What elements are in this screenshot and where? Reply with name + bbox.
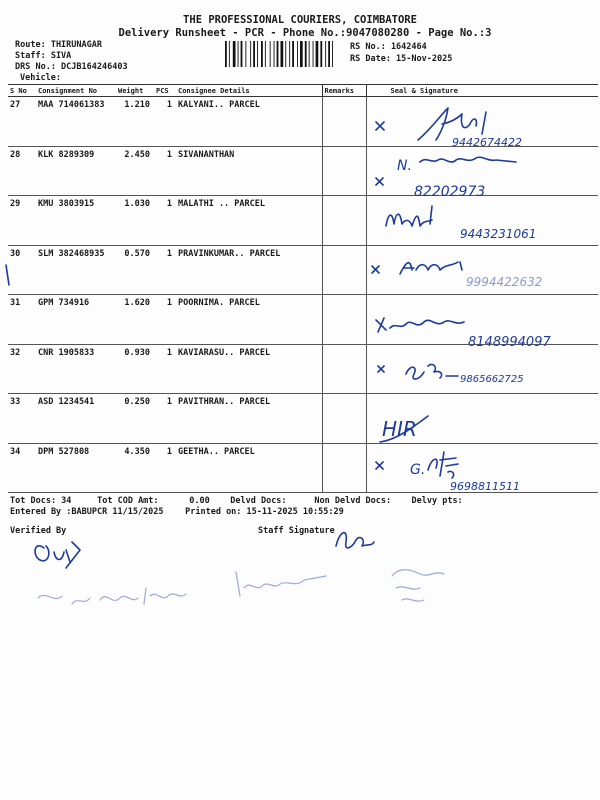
signature-phone-27: 9442674422 bbox=[452, 136, 522, 149]
row-pcs: 1 bbox=[154, 295, 176, 345]
row-consignee: GEETHA.. PARCEL bbox=[176, 443, 322, 493]
table-row bbox=[8, 146, 598, 196]
signature-phone-28: 82202973 bbox=[414, 184, 486, 200]
row-consignee: KAVIARASU.. PARCEL bbox=[176, 344, 322, 394]
row-seal-signature bbox=[366, 344, 598, 394]
svg-text:N.: N. bbox=[397, 158, 412, 174]
table-row bbox=[8, 245, 598, 295]
row-consignment-no: CNR 1905833 bbox=[36, 344, 116, 394]
drs-number: DRS No.: DCJB164246403 bbox=[15, 62, 128, 72]
totals-line bbox=[10, 496, 463, 506]
row-weight: 1.210 bbox=[116, 97, 154, 147]
signature-phone-32: 9865662725 bbox=[460, 374, 524, 385]
signature-phone-30: 9994422632 bbox=[466, 275, 543, 289]
row-consignment-no: GPM 734916 bbox=[36, 295, 116, 345]
header-consignee: Consignee Details bbox=[176, 85, 322, 97]
row-pcs: 1 bbox=[154, 344, 176, 394]
row-weight: 1.620 bbox=[116, 295, 154, 345]
row-remarks bbox=[322, 97, 366, 147]
row-seal-signature bbox=[366, 394, 598, 444]
row-consignee: PRAVINKUMAR.. PARCEL bbox=[176, 245, 322, 295]
table-row bbox=[8, 97, 598, 147]
row-consignment-no: KLK 8289309 bbox=[36, 146, 116, 196]
row-consignee: KALYANI.. PARCEL bbox=[176, 97, 322, 147]
staff-signature-label: Staff Signature bbox=[258, 526, 335, 536]
signature-phone-34: 9698811511 bbox=[450, 480, 520, 493]
row-weight: 1.030 bbox=[116, 196, 154, 246]
staff-signature-scribble bbox=[336, 533, 374, 548]
verified-signature-scribble bbox=[35, 542, 80, 568]
row-sno: 32 bbox=[8, 344, 36, 394]
row-sno: 28 bbox=[8, 146, 36, 196]
row-weight: 0.250 bbox=[116, 394, 154, 444]
table-row bbox=[8, 443, 598, 493]
bleed-through-marks bbox=[38, 570, 444, 604]
table-row bbox=[8, 295, 598, 345]
document-subtitle: Delivery Runsheet - PCR - Phone No.:9047080280 - Page No.:3 bbox=[118, 27, 492, 39]
route-label: Route: THIRUNAGAR bbox=[15, 40, 102, 50]
row-remarks bbox=[322, 295, 366, 345]
row-pcs: 1 bbox=[154, 146, 176, 196]
signature-phone-29: 9443231061 bbox=[460, 227, 537, 241]
row-seal-signature bbox=[366, 295, 598, 345]
row-remarks bbox=[322, 245, 366, 295]
staff-label: Staff: SIVA bbox=[15, 51, 72, 61]
row-pcs: 1 bbox=[154, 245, 176, 295]
row-seal-signature bbox=[366, 97, 598, 147]
entered-by: Entered By :BABUPCR 11/15/2025 bbox=[10, 507, 164, 517]
printed-on: Printed on: 15-11-2025 10:55:29 bbox=[185, 507, 344, 517]
delivery-points: Delvy pts: bbox=[411, 496, 463, 506]
barcode-image bbox=[225, 41, 347, 67]
header-weight: Weight bbox=[116, 85, 154, 97]
table-row bbox=[8, 394, 598, 444]
table-row bbox=[8, 344, 598, 394]
row-weight: 2.450 bbox=[116, 146, 154, 196]
vehicle-label: Vehicle: bbox=[20, 73, 61, 83]
row-consignee: MALATHI .. PARCEL bbox=[176, 196, 322, 246]
row-pcs: 1 bbox=[154, 443, 176, 493]
row-consignee: POORNIMA. PARCEL bbox=[176, 295, 322, 345]
svg-text:G.: G. bbox=[410, 462, 426, 478]
non-delivered-docs: Non Delvd Docs: bbox=[314, 496, 392, 506]
row-sno: 30 bbox=[8, 245, 36, 295]
row-consignment-no: KMU 3803915 bbox=[36, 196, 116, 246]
total-cod: Tot COD Amt: 0.00 bbox=[97, 496, 210, 506]
row-remarks bbox=[322, 394, 366, 444]
header-seal: Seal & Signature bbox=[366, 85, 598, 97]
row-seal-signature bbox=[366, 146, 598, 196]
delivered-docs: Delvd Docs: bbox=[230, 496, 287, 506]
verified-by-label: Verified By bbox=[10, 526, 67, 536]
row-weight: 4.350 bbox=[116, 443, 154, 493]
row-consignee: PAVITHRAN.. PARCEL bbox=[176, 394, 322, 444]
table-header-row bbox=[8, 85, 598, 97]
document-title: THE PROFESSIONAL COURIERS, COIMBATORE bbox=[183, 14, 417, 26]
header-consignment: Consignment No bbox=[36, 85, 116, 97]
header-pcs: PCS bbox=[154, 85, 176, 97]
row-sno: 33 bbox=[8, 394, 36, 444]
row-remarks bbox=[322, 344, 366, 394]
row-consignment-no: DPM 527808 bbox=[36, 443, 116, 493]
row-weight: 0.930 bbox=[116, 344, 154, 394]
delivery-table bbox=[8, 84, 598, 494]
row-consignment-no: MAA 714061383 bbox=[36, 97, 116, 147]
rs-date: RS Date: 15-Nov-2025 bbox=[350, 54, 453, 64]
row-seal-signature bbox=[366, 245, 598, 295]
rs-number: RS No.: 1642464 bbox=[350, 42, 427, 52]
header-sno: S No bbox=[8, 85, 36, 97]
row-seal-signature bbox=[366, 196, 598, 246]
row-pcs: 1 bbox=[154, 394, 176, 444]
table-row bbox=[8, 196, 598, 246]
row-consignee: SIVANANTHAN bbox=[176, 146, 322, 196]
row-sno: 27 bbox=[8, 97, 36, 147]
row-remarks bbox=[322, 443, 366, 493]
row-seal-signature bbox=[366, 443, 598, 493]
row-sno: 34 bbox=[8, 443, 36, 493]
signature-row-33-initials: HIR bbox=[382, 417, 417, 441]
row-sno: 31 bbox=[8, 295, 36, 345]
row-pcs: 1 bbox=[154, 196, 176, 246]
signature-phone-31: 8148994097 bbox=[468, 335, 551, 350]
row-sno: 29 bbox=[8, 196, 36, 246]
header-remarks: Remarks bbox=[322, 85, 366, 97]
total-docs: Tot Docs: 34 bbox=[10, 496, 72, 506]
row-remarks bbox=[322, 146, 366, 196]
row-consignment-no: ASD 1234541 bbox=[36, 394, 116, 444]
row-pcs: 1 bbox=[154, 97, 176, 147]
row-remarks bbox=[322, 196, 366, 246]
row-consignment-no: SLM 382468935 bbox=[36, 245, 116, 295]
row-weight: 0.570 bbox=[116, 245, 154, 295]
entry-line bbox=[10, 507, 344, 517]
